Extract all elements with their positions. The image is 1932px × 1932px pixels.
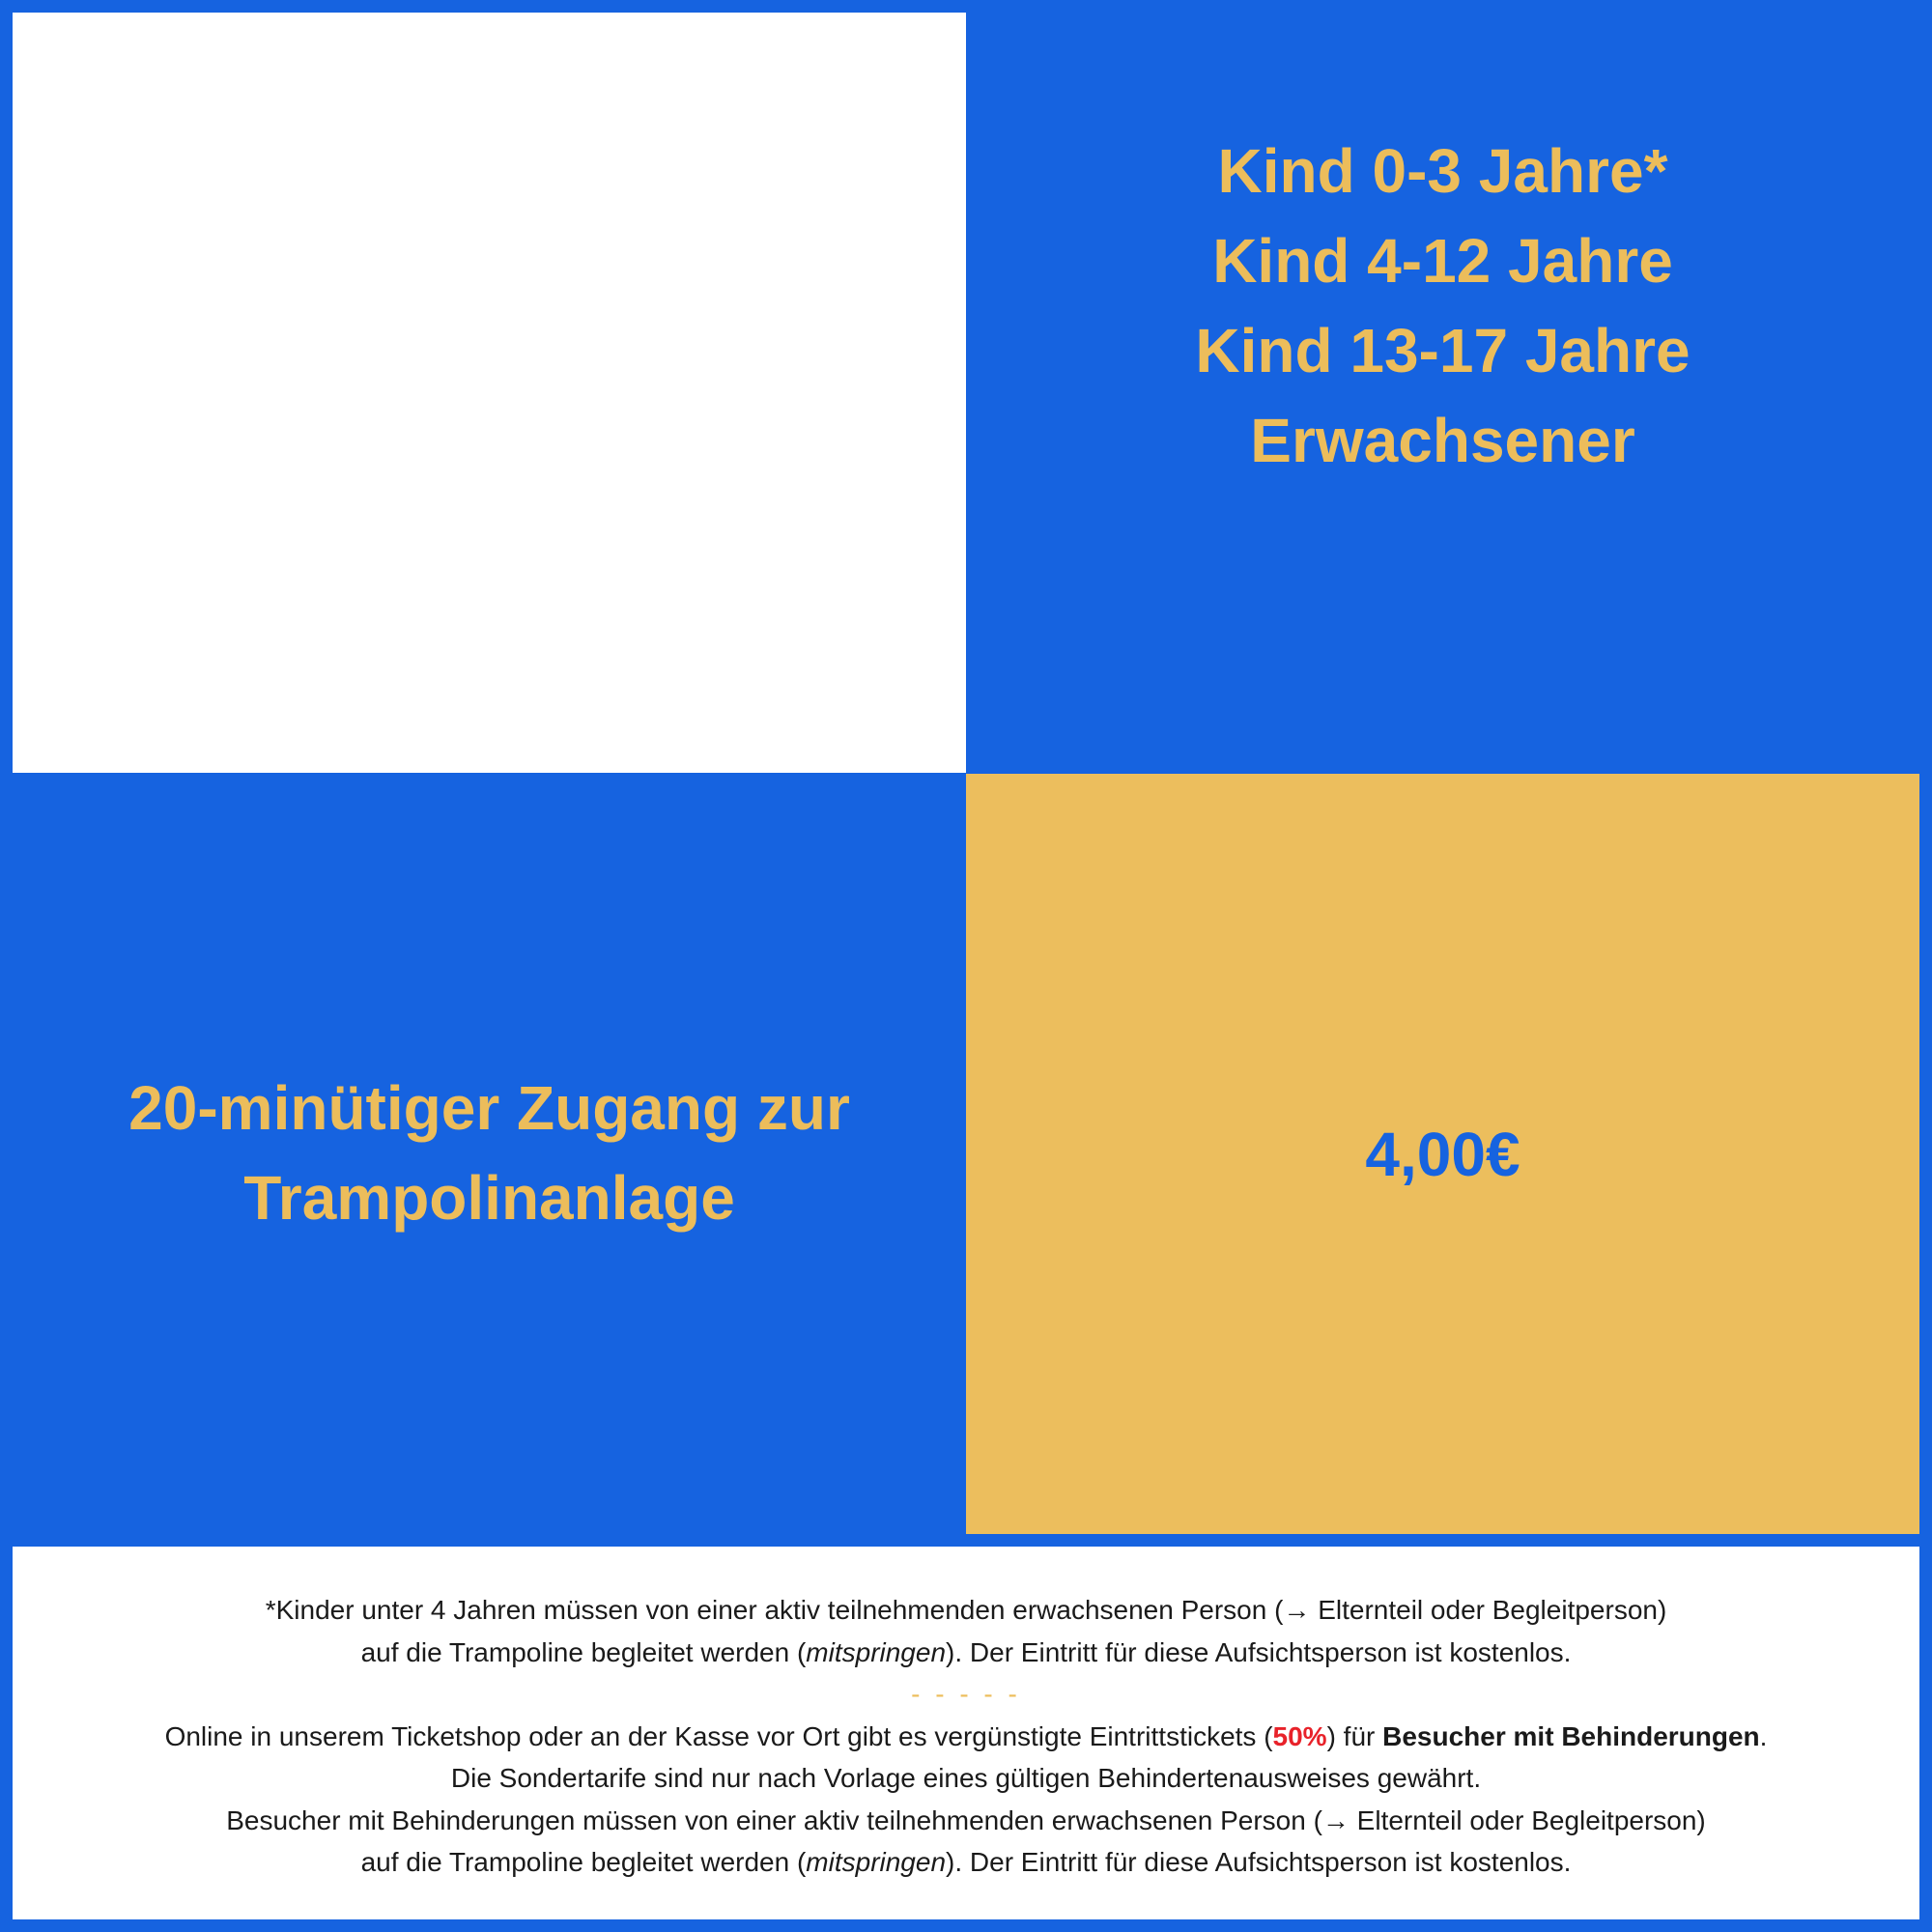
service-line-1: 20-minütiger Zugang zur — [128, 1073, 850, 1143]
note-children-line-2 — [13, 1632, 1919, 1674]
note-disability-line-1-a: Online in unserem Ticketshop oder an der Kasse vor Ort gibt es vergünstigte Eintrittstickets ( — [164, 1720, 1273, 1751]
note-children-line-2-a: auf die Trampoline begleitet werden ( — [360, 1636, 807, 1667]
category-kind-4-12: Kind 4-12 Jahre — [1212, 225, 1673, 296]
service-line-2: Trampolinanlage — [243, 1163, 735, 1233]
age-categories-panel — [966, 13, 1919, 773]
note-disability-line-2: Die Sondertarife sind nur nach Vorlage eines gültigen Behindertenausweises gewährt. — [450, 1763, 1482, 1793]
service-description-panel — [13, 773, 966, 1534]
note-disability-line-3: Besucher mit Behinderungen müssen von einer aktiv teilnehmenden erwachsenen Person (→ Elternteil oder Begleitperson) — [226, 1804, 1706, 1835]
footer-divider: - - - - - — [911, 1679, 1021, 1709]
note-disability-line-1-c: . — [1759, 1720, 1768, 1751]
blank-image-panel — [13, 13, 966, 773]
footer-notes — [13, 1547, 1919, 1919]
category-erwachsener: Erwachsener — [1250, 405, 1635, 475]
note-disability-line-1 — [13, 1716, 1919, 1758]
note-disability-line-4 — [13, 1841, 1919, 1884]
category-kind-0-3: Kind 0-3 Jahre* — [1217, 135, 1668, 206]
note-disability-line-1-bold: Besucher mit Behinderungen — [1382, 1720, 1760, 1751]
category-kind-13-17: Kind 13-17 Jahre — [1195, 315, 1690, 385]
price-panel — [966, 774, 1919, 1534]
price-value: 4,00€ — [1365, 1119, 1520, 1189]
note-children-line-1: *Kinder unter 4 Jahren müssen von einer aktiv teilnehmenden erwachsenen Person (→ Elternteil oder Begleitperson) — [265, 1595, 1667, 1625]
note-disability-line-1-b: ) für — [1326, 1720, 1383, 1751]
note-disability-line-4-b: ). Der Eintritt für diese Aufsichtsperson ist kostenlos. — [946, 1847, 1572, 1877]
note-disability-line-4-italic: mitspringen — [806, 1847, 947, 1877]
note-children-line-2-italic: mitspringen — [806, 1636, 947, 1667]
note-children-line-2-b: ). Der Eintritt für diese Aufsichtsperson ist kostenlos. — [946, 1636, 1572, 1667]
discount-percent: 50% — [1272, 1720, 1327, 1751]
note-disability-line-4-a: auf die Trampoline begleitet werden ( — [360, 1847, 807, 1877]
